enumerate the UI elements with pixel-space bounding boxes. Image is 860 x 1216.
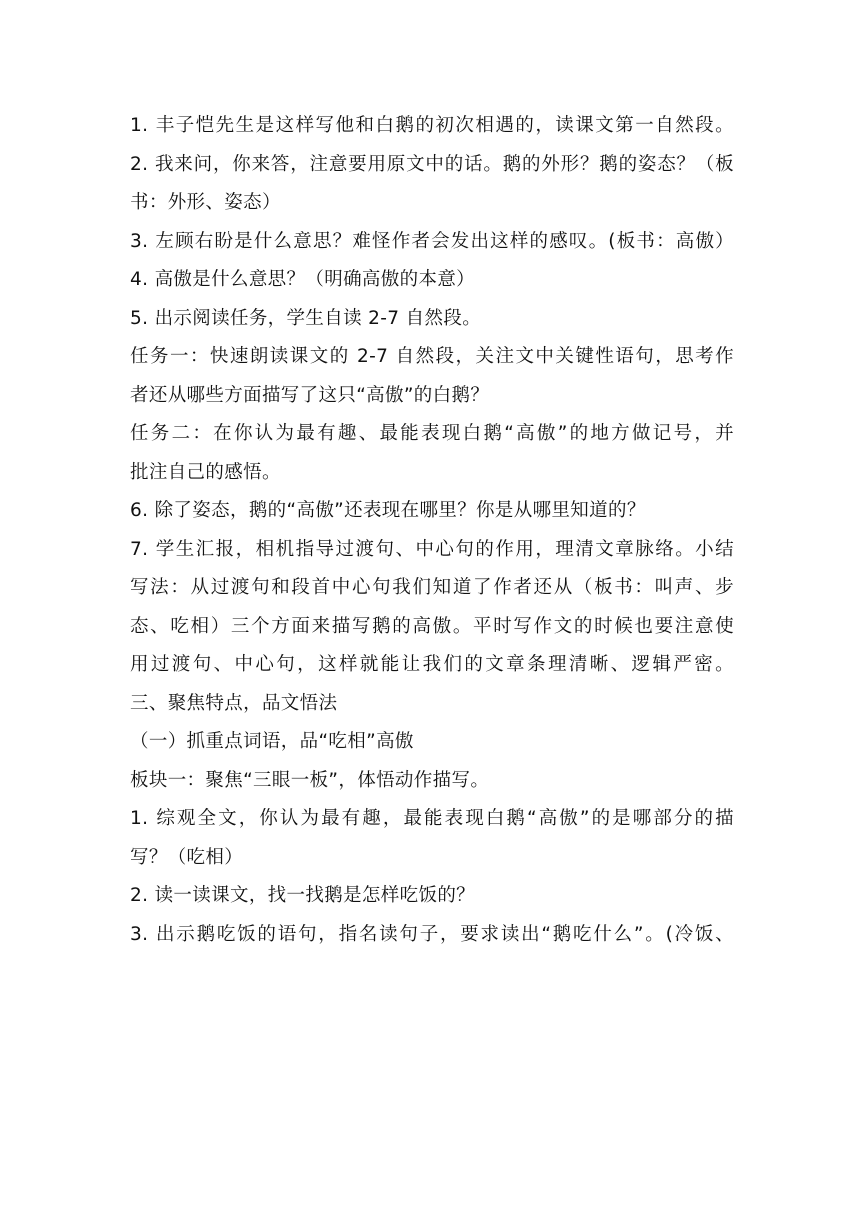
text-line: 用过渡句、中心句，这样就能让我们的文章条理清晰、逻辑严密。 — [130, 654, 734, 675]
text-line: 7. 学生汇报，相机指导过渡句、中心句的作用，理清文章脉络。小结 — [130, 538, 734, 560]
text-line: 批注自己的感悟。 — [130, 461, 281, 483]
subsection-heading: （一）抓重点词语，品“吃相”高傲 — [130, 731, 414, 752]
text-line: 2. 读一读课文，找一找鹅是怎样吃饭的？ — [130, 885, 476, 906]
text-line: 6. 除了姿态，鹅的“高傲”还表现在哪里？你是从哪里知道的？ — [130, 500, 646, 521]
text-line: 态、吃相）三个方面来描写鹅的高傲。平时写作文的时候也要注意使 — [130, 615, 734, 637]
text-line: 3. 左顾右盼是什么意思？难怪作者会发出这样的感叹。(板书：高傲） — [130, 230, 734, 252]
text-line: 1. 丰子恺先生是这样写他和白鹅的初次相遇的，读课文第一自然段。 — [130, 115, 734, 136]
text-line: 板块一：聚焦“三眼一板”，体悟动作描写。 — [130, 769, 490, 791]
text-line: 3. 出示鹅吃饭的语句，指名读句子，要求读出“鹅吃什么”。(冷饭、 — [130, 923, 734, 945]
text-line: 2. 我来问，你来答，注意要用原文中的话。鹅的外形？鹅的姿态？（板 — [130, 153, 734, 175]
text-line: 5. 出示阅读任务，学生自读 2-7 自然段。 — [130, 307, 482, 329]
document-body — [130, 107, 734, 954]
text-line: 任务二：在你认为最有趣、最能表现白鹅“高傲”的地方做记号，并 — [130, 423, 734, 444]
text-line: 写法：从过渡句和段首中心句我们知道了作者还从（板书：叫声、步 — [130, 577, 734, 598]
section-heading: 三、聚焦特点，品文悟法 — [130, 692, 338, 714]
text-line: 者还从哪些方面描写了这只“高傲”的白鹅？ — [130, 384, 490, 406]
text-line: 书：外形、姿态） — [130, 192, 281, 213]
text-line: 任务一：快速朗读课文的 2-7 自然段，关注文中关键性语句，思考作 — [130, 346, 734, 367]
text-line: 4. 高傲是什么意思？（明确高傲的本意） — [130, 269, 476, 290]
text-line: 写？（吃相） — [130, 846, 244, 868]
text-line: 1. 综观全文，你认为最有趣，最能表现白鹅“高傲”的是哪部分的描 — [130, 808, 734, 829]
